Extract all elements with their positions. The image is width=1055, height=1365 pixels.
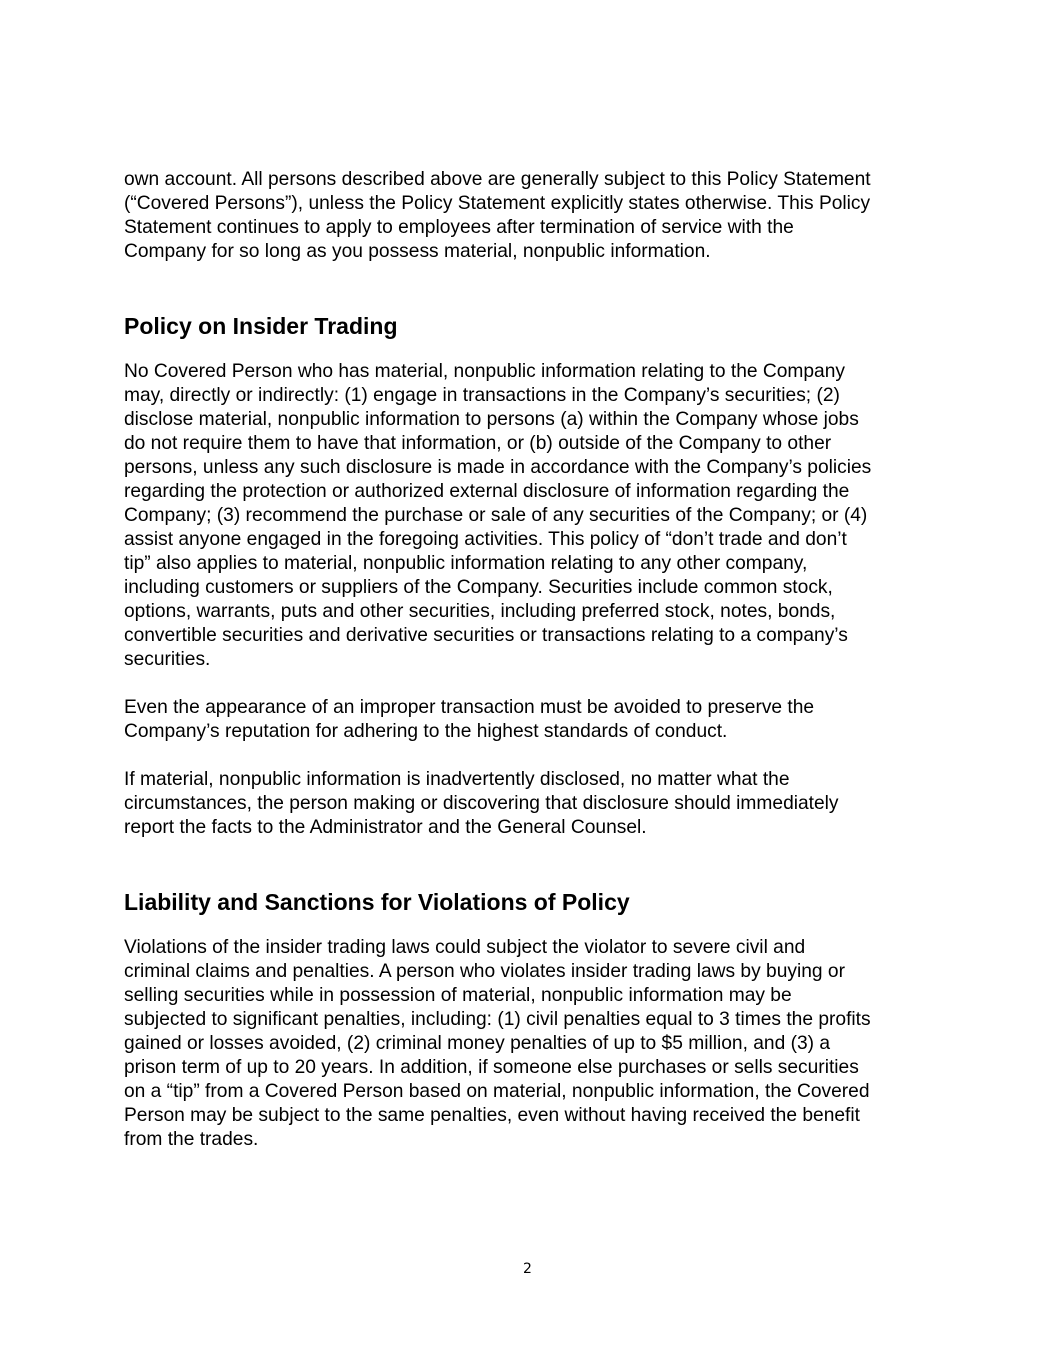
insider-trading-paragraph-3: If material, nonpublic information is inadvertently disclosed, no matter what the circumstances, the person making or discovering that disclosure should immediately report the facts to the Administrator and the General Counsel.	[124, 769, 839, 838]
document-page	[124, 168, 934, 1152]
intro-paragraph: own account. All persons described above are generally subject to this Policy Statement (“Covered Persons”), unless the Policy Statement explicitly states otherwise. This Policy Statement continues to apply to employees after termination of service with the Company for so long as you possess material, nonpublic information.	[124, 169, 871, 262]
liability-paragraph-1: Violations of the insider trading laws could subject the violator to severe civil and criminal claims and penalties. A person who violates insider trading laws by buying or selling securities while in possession of material, nonpublic information may be subjected to significant penalties, including: (1) civil penalties equal to 3 times the profits gained or losses avoided, (2) criminal money penalties of up to $5 million, and (3) a prison term of up to 20 years. In addition, if someone else purchases or sells securities on a “tip” from a Covered Person based on material, nonpublic information, the Covered Person may be subject to the same penalties, even without having received the benefit from the trades.	[124, 937, 871, 1150]
insider-trading-paragraph-2: Even the appearance of an improper transaction must be avoided to preserve the Company’s reputation for adhering to the highest standards of conduct.	[124, 697, 815, 742]
insider-trading-paragraph-1: No Covered Person who has material, nonpublic information relating to the Company may, directly or indirectly: (1) engage in transactions in the Company’s securities; (2) disclose material, nonpublic information to persons (a) within the Company whose jobs do not require them to have that information, or (b) outside of the Company to other persons, unless any such disclosure is made in accordance with the Company’s policies regarding the protection or authorized external disclosure of information regarding the Company; (3) recommend the purchase or sale of any securities of the Company; or (4) assist anyone engaged in the foregoing activities. This policy of “don’t trade and don’t tip” also applies to material, nonpublic information relating to any other company, including customers or suppliers of the Company. Securities include common stock, options, warrants, puts and other securities, including preferred stock, notes, bonds, convertible securities and derivative securities or transactions relating to a company’s securities.	[124, 361, 872, 670]
section-heading-liability: Liability and Sanctions for Violations of Policy	[124, 889, 630, 915]
page-number: 2	[523, 1261, 532, 1277]
section-heading-insider-trading: Policy on Insider Trading	[124, 313, 398, 339]
